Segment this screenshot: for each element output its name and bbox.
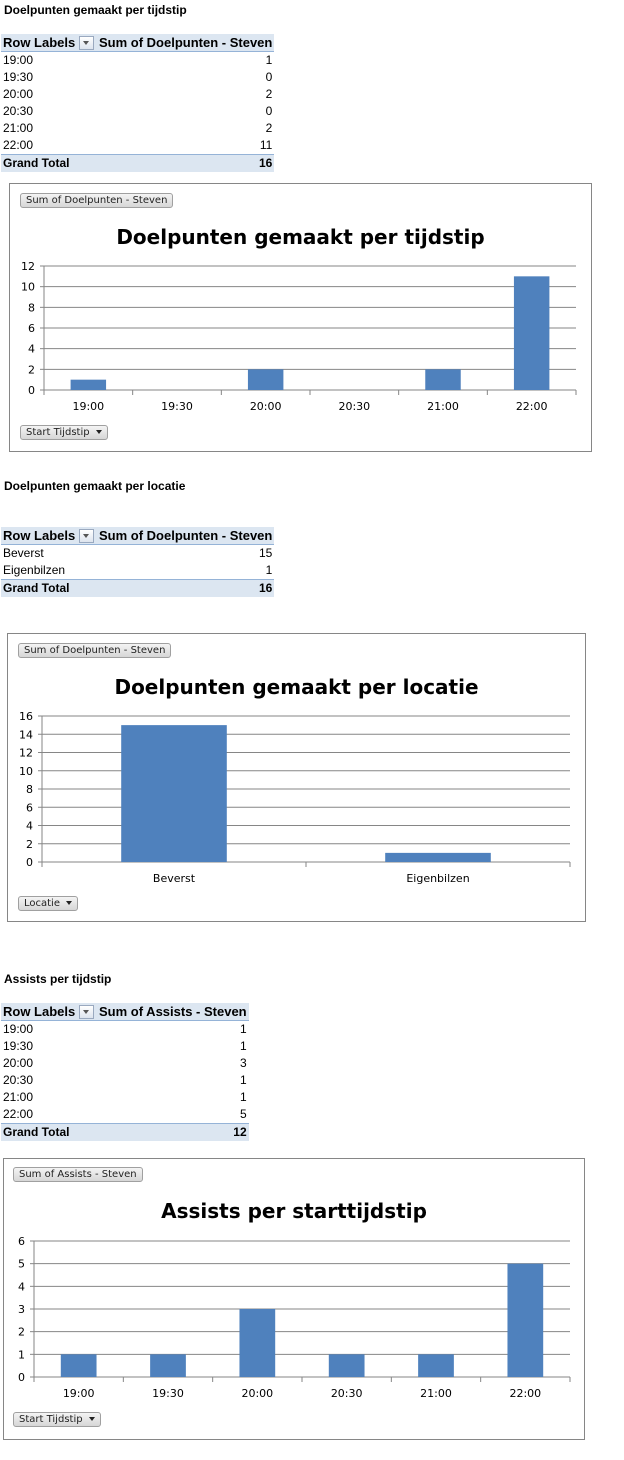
row-value: 11 — [259, 138, 273, 152]
pivot-chart-goals-by-location[interactable] — [7, 633, 586, 922]
bar[interactable] — [121, 725, 227, 862]
y-tick-label: 16 — [19, 710, 33, 723]
y-tick-label: 6 — [26, 801, 33, 815]
row-value: 2 — [265, 87, 273, 101]
x-tick-label: 20:00 — [249, 400, 282, 413]
row-labels-filter-dropdown-icon[interactable] — [79, 36, 94, 50]
grand-total-value: 16 — [97, 155, 274, 173]
x-tick-label: 20:00 — [241, 1387, 274, 1400]
section-title-goals-by-time: Doelpunten gemaakt per tijdstip — [4, 3, 187, 17]
row-label: 19:00 — [3, 1022, 34, 1036]
x-tick-label: 19:00 — [72, 400, 105, 413]
x-tick-label: 22:00 — [515, 400, 548, 413]
bar[interactable] — [61, 1354, 97, 1377]
row-value: 1 — [265, 563, 273, 577]
y-tick-label: 2 — [28, 363, 35, 377]
row-label: 22:00 — [3, 1107, 34, 1121]
axis-field-button[interactable] — [13, 1412, 101, 1427]
row-labels-header: Row Labels — [3, 1004, 76, 1019]
row-value: 2 — [265, 121, 273, 135]
table-row[interactable] — [1, 120, 274, 137]
table-row[interactable] — [1, 137, 274, 155]
table-row[interactable] — [1, 52, 274, 70]
row-label: 20:30 — [3, 104, 34, 118]
bar[interactable] — [418, 1354, 454, 1377]
row-label: 19:30 — [3, 70, 34, 84]
bar[interactable] — [425, 369, 460, 390]
bar-chart-assists-by-time — [4, 1159, 584, 1439]
y-tick-label: 1 — [18, 1348, 25, 1362]
x-tick-label: 19:00 — [62, 1387, 95, 1400]
bar[interactable] — [248, 369, 283, 390]
bar[interactable] — [71, 380, 106, 390]
bar-chart-goals-by-location — [8, 634, 585, 921]
y-tick-label: 8 — [28, 301, 35, 315]
axis-field-label: Start Tijdstip — [26, 427, 90, 438]
y-tick-label: 6 — [28, 322, 35, 335]
value-field-button[interactable]: Sum of Doelpunten - Steven — [20, 193, 173, 208]
chart-title: Doelpunten gemaakt per locatie — [114, 675, 479, 699]
row-value: 3 — [239, 1056, 247, 1070]
axis-field-label: Locatie — [24, 898, 60, 909]
row-labels-header: Row Labels — [3, 528, 76, 543]
y-tick-label: 3 — [18, 1303, 25, 1316]
dropdown-arrow-icon — [96, 430, 102, 434]
axis-field-button[interactable] — [18, 896, 78, 911]
pivot-table-goals-by-time — [1, 34, 274, 172]
y-tick-label: 10 — [21, 280, 35, 294]
row-labels-filter-dropdown-icon[interactable] — [79, 529, 94, 543]
x-tick-label: Beverst — [152, 872, 196, 885]
axis-field-button[interactable] — [20, 425, 108, 440]
y-tick-label: 4 — [28, 342, 35, 356]
section-title-assists-by-time: Assists per tijdstip — [4, 972, 112, 986]
axis-field-label: Start Tijdstip — [19, 1414, 83, 1425]
grand-total-value: 12 — [97, 1124, 249, 1142]
table-row[interactable] — [1, 1021, 249, 1039]
table-row[interactable] — [1, 1038, 249, 1055]
y-tick-label: 4 — [18, 1280, 25, 1294]
y-tick-label: 14 — [19, 728, 33, 742]
row-label: 20:00 — [3, 1056, 34, 1070]
bar[interactable] — [507, 1264, 543, 1377]
row-label: 21:00 — [3, 1090, 34, 1104]
row-value: 0 — [265, 104, 273, 118]
x-tick-label: 22:00 — [509, 1387, 542, 1400]
row-labels-filter-dropdown-icon[interactable] — [79, 1005, 94, 1019]
x-tick-label: 20:30 — [330, 1387, 363, 1400]
grand-total-label: Grand Total — [1, 580, 97, 598]
value-header: Sum of Doelpunten - Steven — [99, 35, 273, 50]
pivot-chart-goals-by-time[interactable] — [9, 183, 592, 452]
y-tick-label: 2 — [26, 837, 33, 851]
x-tick-label: 20:30 — [338, 400, 371, 413]
row-label: 20:00 — [3, 87, 34, 101]
row-value: 1 — [265, 53, 273, 67]
y-tick-label: 0 — [28, 384, 35, 397]
pivot-table-goals-by-location — [1, 527, 274, 597]
x-tick-label: 21:00 — [427, 400, 459, 413]
row-label: 19:00 — [3, 53, 34, 67]
table-row[interactable] — [1, 1072, 249, 1089]
bar-chart-goals-by-time — [10, 184, 591, 451]
grand-total-row — [1, 580, 274, 598]
bar[interactable] — [329, 1354, 365, 1377]
value-header: Sum of Doelpunten - Steven — [99, 528, 273, 543]
y-tick-label: 10 — [19, 764, 33, 778]
section-title-goals-by-location: Doelpunten gemaakt per locatie — [4, 479, 186, 493]
row-value: 1 — [239, 1073, 247, 1087]
y-tick-label: 2 — [18, 1325, 25, 1339]
value-field-button[interactable]: Sum of Doelpunten - Steven — [18, 643, 171, 658]
row-label: 22:00 — [3, 138, 34, 152]
y-tick-label: 5 — [18, 1257, 25, 1271]
table-row[interactable] — [1, 103, 274, 120]
bar[interactable] — [514, 276, 549, 390]
bar[interactable] — [239, 1309, 275, 1377]
row-label: 20:30 — [3, 1073, 34, 1087]
y-tick-label: 0 — [18, 1371, 25, 1384]
row-value: 1 — [239, 1039, 247, 1053]
y-tick-label: 6 — [18, 1235, 25, 1248]
row-value: 1 — [239, 1022, 247, 1036]
row-label: 19:30 — [3, 1039, 34, 1053]
y-tick-label: 12 — [21, 260, 35, 273]
grand-total-label: Grand Total — [1, 1124, 97, 1142]
dropdown-arrow-icon — [89, 1417, 95, 1421]
value-field-button[interactable]: Sum of Assists - Steven — [13, 1167, 143, 1182]
grand-total-value: 16 — [97, 580, 274, 598]
dropdown-arrow-icon — [66, 901, 72, 905]
table-row[interactable] — [1, 1106, 249, 1124]
pivot-table-assists-by-time — [1, 1003, 249, 1141]
y-tick-label: 8 — [26, 783, 33, 796]
row-label: 21:00 — [3, 121, 34, 135]
y-tick-label: 4 — [26, 819, 33, 833]
table-row[interactable] — [1, 545, 274, 563]
y-tick-label: 0 — [26, 856, 33, 869]
table-row[interactable] — [1, 69, 274, 86]
row-label: Beverst — [3, 546, 44, 560]
row-labels-header: Row Labels — [3, 35, 76, 50]
row-value: 0 — [265, 70, 273, 84]
x-tick-label: 19:30 — [161, 400, 193, 413]
value-header: Sum of Assists - Steven — [99, 1004, 247, 1019]
table-row[interactable] — [1, 1089, 249, 1106]
table-row[interactable] — [1, 562, 274, 580]
row-value: 15 — [258, 546, 273, 560]
table-row[interactable] — [1, 1055, 249, 1072]
row-value: 5 — [239, 1107, 247, 1121]
chart-title: Assists per starttijdstip — [161, 1199, 427, 1223]
grand-total-label: Grand Total — [1, 155, 97, 173]
grand-total-row — [1, 155, 274, 173]
x-tick-label: 21:00 — [420, 1387, 452, 1400]
chart-title: Doelpunten gemaakt per tijdstip — [116, 225, 485, 249]
x-tick-label: 19:30 — [152, 1387, 184, 1400]
table-row[interactable] — [1, 86, 274, 103]
x-tick-label: Eigenbilzen — [406, 872, 470, 885]
grand-total-row — [1, 1124, 249, 1142]
row-label: Eigenbilzen — [3, 563, 66, 577]
bar[interactable] — [385, 853, 491, 862]
bar[interactable] — [150, 1354, 186, 1377]
y-tick-label: 12 — [19, 746, 33, 760]
row-value: 1 — [239, 1090, 247, 1104]
pivot-chart-assists-by-time[interactable] — [3, 1158, 585, 1440]
